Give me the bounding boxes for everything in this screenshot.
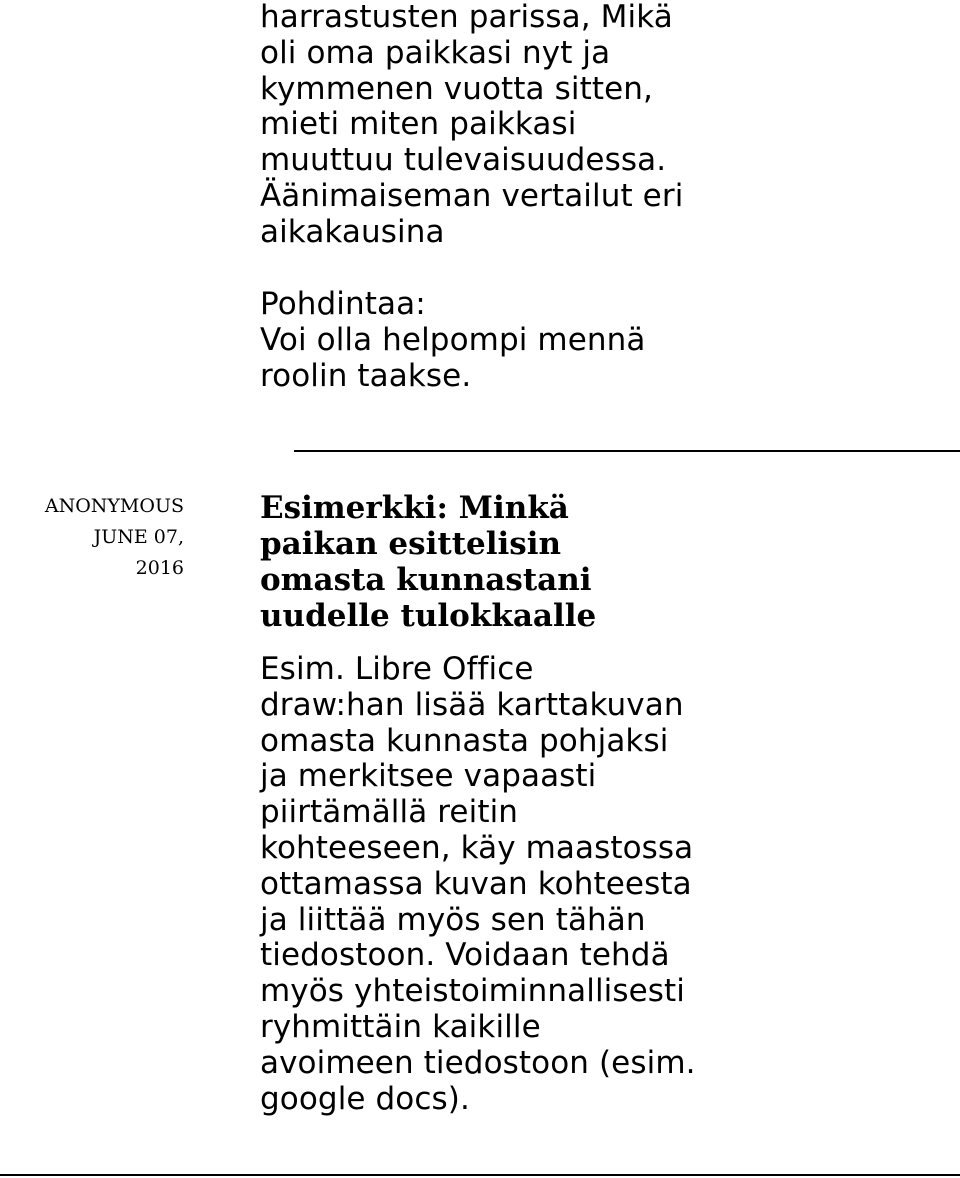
previous-entry-reflection: Pohdintaa: Voi olla helpompi mennä roolin taakse. bbox=[260, 286, 646, 394]
entry-title: Esimerkki: Minkä paikan esittelisin omasta kunnastani uudelle tulokkaalle bbox=[260, 490, 597, 634]
entry-date: JUNE 07, bbox=[93, 526, 184, 548]
entry-body: Esim. Libre Office draw:han lisää karttakuvan omasta kunnasta pohjaksi ja merkitsee vapaasti piirtämällä reitin kohteeseen, käy maastossa ottamassa kuvan kohteesta ja liittää myös sen tähän tiedostoon. Voidaan tehdä myös yhteistoiminnallisesti ryhmittäin kaikille avoimeen tiedostoon (esim. google docs). bbox=[260, 651, 696, 1117]
entry-divider bbox=[294, 450, 960, 452]
previous-entry-text: harrastusten parissa, Mikä oli oma paikkasi nyt ja kymmenen vuotta sitten, mieti miten paikkasi muuttuu tulevaisuudessa. Äänimaiseman vertailut eri aikakausina bbox=[260, 0, 684, 250]
entry-end-divider bbox=[0, 1174, 960, 1176]
entry-meta bbox=[0, 491, 184, 584]
entry-year: 2016 bbox=[135, 557, 184, 579]
entry-author: ANONYMOUS bbox=[44, 495, 184, 517]
